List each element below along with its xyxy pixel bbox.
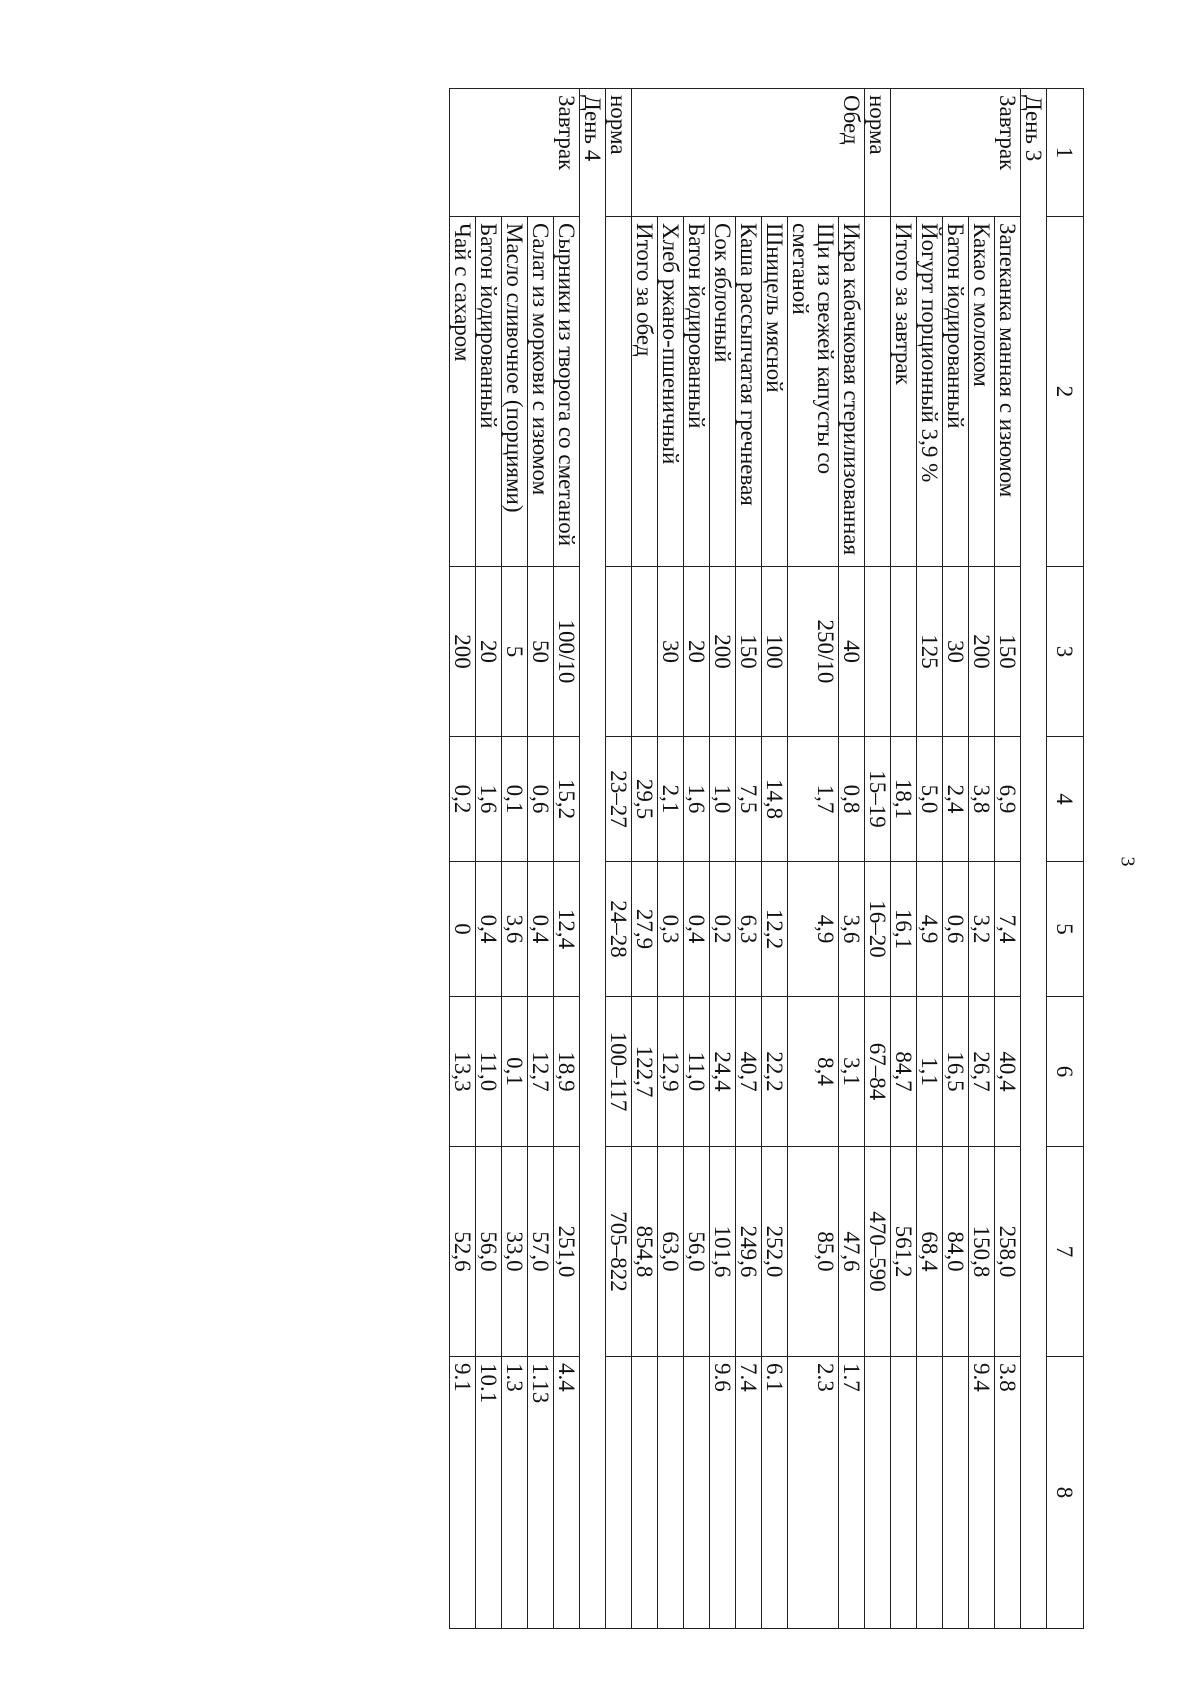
recipe-cell	[917, 1357, 943, 1629]
dish-cell: Йогурт порционный 3,9 %	[917, 217, 943, 567]
carb-cell: 18,9	[554, 997, 580, 1147]
recipe-cell	[943, 1357, 969, 1629]
portion-cell: 5	[502, 567, 528, 737]
table-row	[969, 89, 995, 1629]
energy-cell: 252,0	[762, 1147, 788, 1357]
protein-cell: 0,6	[528, 737, 554, 862]
header-cell: 6	[1047, 997, 1084, 1147]
table-row	[606, 89, 632, 1629]
portion-cell: 200	[969, 567, 995, 737]
header-cell: 8	[1047, 1357, 1084, 1629]
fat-cell: 0,4	[684, 862, 710, 997]
energy-cell: 52,6	[450, 1147, 476, 1357]
portion-cell: 30	[943, 567, 969, 737]
portion-cell: 40	[839, 567, 865, 737]
protein-cell: 6,9	[995, 737, 1021, 862]
carb-cell: 84,7	[891, 997, 917, 1147]
recipe-cell: 10.1	[476, 1357, 502, 1629]
meal-cell: Завтрак	[891, 89, 1021, 217]
dish-cell	[865, 217, 891, 567]
table-row	[891, 89, 917, 1629]
carb-cell: 67–84	[865, 997, 891, 1147]
page-number: 3	[1116, 856, 1139, 867]
portion-cell: 20	[476, 567, 502, 737]
table-row	[943, 89, 969, 1629]
fat-cell: 0,3	[658, 862, 684, 997]
day-row	[1021, 89, 1047, 1629]
table-row	[917, 89, 943, 1629]
protein-cell: 0,8	[839, 737, 865, 862]
fat-cell: 16–20	[865, 862, 891, 997]
header-cell: 2	[1047, 217, 1084, 567]
protein-cell: 2,1	[658, 737, 684, 862]
energy-cell: 251,0	[554, 1147, 580, 1357]
carb-cell: 1,1	[917, 997, 943, 1147]
fat-cell: 3,6	[839, 862, 865, 997]
meal-cell: Обед	[632, 89, 865, 217]
portion-cell	[891, 567, 917, 737]
dish-cell: Батон йодированный	[943, 217, 969, 567]
protein-cell: 7,5	[736, 737, 762, 862]
carb-cell: 3,1	[839, 997, 865, 1147]
carb-cell: 12,7	[528, 997, 554, 1147]
dish-cell: Батон йодированный	[476, 217, 502, 567]
fat-cell: 16,1	[891, 862, 917, 997]
portion-cell: 100/10	[554, 567, 580, 737]
carb-cell: 8,4	[788, 997, 839, 1147]
carb-cell: 122,7	[632, 997, 658, 1147]
table-row	[762, 89, 788, 1629]
header-cell: 5	[1047, 862, 1084, 997]
fat-cell: 27,9	[632, 862, 658, 997]
energy-cell: 47,6	[839, 1147, 865, 1357]
table-row	[658, 89, 684, 1629]
table-row	[476, 89, 502, 1629]
recipe-cell: 3.8	[995, 1357, 1021, 1629]
dish-cell: Сок яблочный	[710, 217, 736, 567]
portion-cell	[606, 567, 632, 737]
protein-cell: 15,2	[554, 737, 580, 862]
menu-table-container	[136, 88, 1084, 1628]
dish-cell: Салат из моркови с изюмом	[528, 217, 554, 567]
carb-cell: 24,4	[710, 997, 736, 1147]
fat-cell: 12,4	[554, 862, 580, 997]
day-label: День 3	[1021, 89, 1047, 1629]
protein-cell: 23–27	[606, 737, 632, 862]
dish-cell: Батон йодированный	[684, 217, 710, 567]
recipe-cell: 7.4	[736, 1357, 762, 1629]
dish-cell: Каша рассыпчатая гречневая	[736, 217, 762, 567]
meal-cell: норма	[606, 89, 632, 217]
protein-cell: 3,8	[969, 737, 995, 862]
carb-cell: 0,1	[502, 997, 528, 1147]
dish-cell: Итого за обед	[632, 217, 658, 567]
protein-cell: 5,0	[917, 737, 943, 862]
table-row	[839, 89, 865, 1629]
protein-cell: 0,2	[450, 737, 476, 862]
carb-cell: 40,4	[995, 997, 1021, 1147]
recipe-cell	[684, 1357, 710, 1629]
protein-cell: 18,1	[891, 737, 917, 862]
table-row	[554, 89, 580, 1629]
portion-cell	[865, 567, 891, 737]
fat-cell: 24–28	[606, 862, 632, 997]
fat-cell: 0,2	[710, 862, 736, 997]
recipe-cell: 6.1	[762, 1357, 788, 1629]
table-row	[865, 89, 891, 1629]
header-row	[1047, 89, 1084, 1629]
dish-cell	[606, 217, 632, 567]
portion-cell: 150	[736, 567, 762, 737]
energy-cell: 33,0	[502, 1147, 528, 1357]
protein-cell: 29,5	[632, 737, 658, 862]
energy-cell: 561,2	[891, 1147, 917, 1357]
carb-cell: 22,2	[762, 997, 788, 1147]
recipe-cell: 1.7	[839, 1357, 865, 1629]
carb-cell: 13,3	[450, 997, 476, 1147]
table-row	[450, 89, 476, 1629]
protein-cell: 14,8	[762, 737, 788, 862]
carb-cell: 16,5	[943, 997, 969, 1147]
carb-cell: 12,9	[658, 997, 684, 1147]
recipe-cell: 4.4	[554, 1357, 580, 1629]
protein-cell: 1,0	[710, 737, 736, 862]
energy-cell: 258,0	[995, 1147, 1021, 1357]
portion-cell: 150	[995, 567, 1021, 737]
dish-cell: Хлеб ржано-пшеничный	[658, 217, 684, 567]
energy-cell: 705–822	[606, 1147, 632, 1357]
energy-cell: 150,8	[969, 1147, 995, 1357]
table-row	[788, 89, 839, 1629]
fat-cell: 4,9	[788, 862, 839, 997]
carb-cell: 40,7	[736, 997, 762, 1147]
portion-cell: 200	[450, 567, 476, 737]
fat-cell: 3,2	[969, 862, 995, 997]
dish-cell: Масло сливочное (порциями)	[502, 217, 528, 567]
menu-table-body	[450, 89, 1084, 1629]
dish-cell: Чай с сахаром	[450, 217, 476, 567]
energy-cell: 101,6	[710, 1147, 736, 1357]
table-row	[502, 89, 528, 1629]
portion-cell: 100	[762, 567, 788, 737]
recipe-cell	[891, 1357, 917, 1629]
portion-cell: 200	[710, 567, 736, 737]
fat-cell: 12,2	[762, 862, 788, 997]
header-cell: 1	[1047, 89, 1084, 217]
day-label: День 4	[580, 89, 606, 1629]
table-row	[995, 89, 1021, 1629]
energy-cell: 63,0	[658, 1147, 684, 1357]
energy-cell: 57,0	[528, 1147, 554, 1357]
protein-cell: 15–19	[865, 737, 891, 862]
fat-cell: 0,6	[943, 862, 969, 997]
fat-cell: 0	[450, 862, 476, 997]
table-row	[710, 89, 736, 1629]
protein-cell: 1,6	[684, 737, 710, 862]
meal-cell: норма	[865, 89, 891, 217]
recipe-cell: 2.3	[788, 1357, 839, 1629]
dish-cell: Итого за завтрак	[891, 217, 917, 567]
dish-cell: Сырники из творога со сметаной	[554, 217, 580, 567]
carb-cell: 11,0	[476, 997, 502, 1147]
carb-cell: 11,0	[684, 997, 710, 1147]
energy-cell: 56,0	[476, 1147, 502, 1357]
dish-cell: Щи из свежей капусты со сметаной	[788, 217, 839, 567]
carb-cell: 100–117	[606, 997, 632, 1147]
recipe-cell: 9.1	[450, 1357, 476, 1629]
header-cell: 7	[1047, 1147, 1084, 1357]
portion-cell: 125	[917, 567, 943, 737]
fat-cell: 6,3	[736, 862, 762, 997]
protein-cell: 1,6	[476, 737, 502, 862]
portion-cell: 250/10	[788, 567, 839, 737]
recipe-cell	[632, 1357, 658, 1629]
header-cell: 4	[1047, 737, 1084, 862]
menu-table	[449, 88, 1084, 1629]
dish-cell: Шницель мясной	[762, 217, 788, 567]
energy-cell: 84,0	[943, 1147, 969, 1357]
carb-cell: 26,7	[969, 997, 995, 1147]
table-row	[736, 89, 762, 1629]
fat-cell: 0,4	[528, 862, 554, 997]
header-cell: 3	[1047, 567, 1084, 737]
recipe-cell	[865, 1357, 891, 1629]
portion-cell: 50	[528, 567, 554, 737]
protein-cell: 2,4	[943, 737, 969, 862]
table-row	[528, 89, 554, 1629]
energy-cell: 68,4	[917, 1147, 943, 1357]
fat-cell: 0,4	[476, 862, 502, 997]
recipe-cell: 9.6	[710, 1357, 736, 1629]
day-row	[580, 89, 606, 1629]
recipe-cell	[606, 1357, 632, 1629]
dish-cell: Какао с молоком	[969, 217, 995, 567]
meal-cell: Завтрак	[450, 89, 580, 217]
recipe-cell: 1.3	[502, 1357, 528, 1629]
table-row	[684, 89, 710, 1629]
protein-cell: 0,1	[502, 737, 528, 862]
dish-cell: Запеканка манная с изюмом	[995, 217, 1021, 567]
table-row	[632, 89, 658, 1629]
recipe-cell	[658, 1357, 684, 1629]
portion-cell	[632, 567, 658, 737]
recipe-cell: 9.4	[969, 1357, 995, 1629]
energy-cell: 249,6	[736, 1147, 762, 1357]
recipe-cell: 1.13	[528, 1357, 554, 1629]
fat-cell: 4,9	[917, 862, 943, 997]
protein-cell: 1,7	[788, 737, 839, 862]
portion-cell: 30	[658, 567, 684, 737]
energy-cell: 85,0	[788, 1147, 839, 1357]
energy-cell: 470–590	[865, 1147, 891, 1357]
energy-cell: 854,8	[632, 1147, 658, 1357]
fat-cell: 3,6	[502, 862, 528, 997]
fat-cell: 7,4	[995, 862, 1021, 997]
energy-cell: 56,0	[684, 1147, 710, 1357]
dish-cell: Икра кабачковая стерилизованная	[839, 217, 865, 567]
portion-cell: 20	[684, 567, 710, 737]
